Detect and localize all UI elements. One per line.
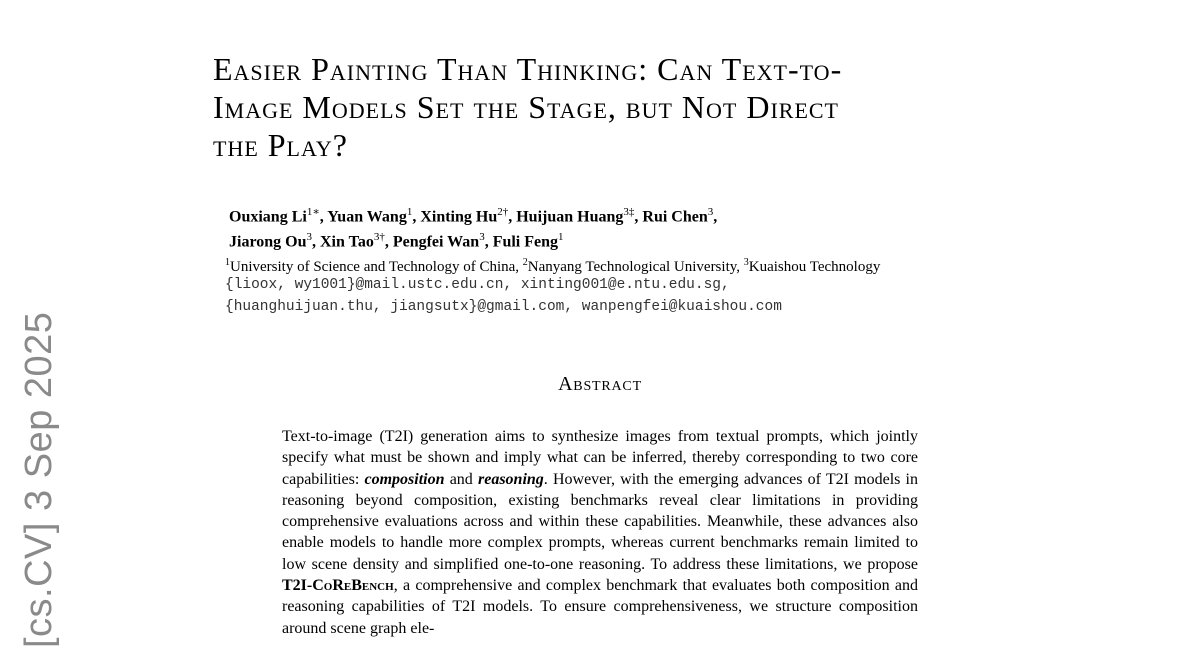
affil-name: Kuaishou Technology [748,259,881,275]
author-line: Ouxiang $Li^{1∗}$, Yuan Wang$^1$, Xinting $Hu^{2\dagger}$, Huijuan Huang$^{3\ddagger}$, Rui Chen$^3$, [229,206,718,226]
author-name: Xin Tao [320,233,374,251]
affil-name: University of Science and Technology of China [230,259,516,275]
abstract-text: and [444,470,478,488]
affil-name: Nanyang Technological University [527,259,737,275]
arxiv-stamp: [cs.CV] 3 Sep 2025 [18,311,60,648]
abstract-text: , a comprehensive and complex benchmark that evaluates both composition and reasoning capabilities of T2I models. To ensure comprehensiveness, we structure composition around scene graph ele- [282,577,918,637]
email-line: {lioox, wy1001}@mail.ustc.edu.cn, xinting001@e.ntu.edu.sg, [225,277,730,293]
author-sup: 1 [558,231,564,244]
author-name: Fuli Feng [492,233,559,251]
abstract-heading: Abstract [558,373,642,395]
affil-sup: 1 [225,257,230,268]
keyword-composition: composition [364,470,445,488]
author-name: Ouxiang Li [229,208,307,226]
keyword-reasoning: reasoning [477,470,544,488]
author-name: Pengfei Wan [392,233,480,251]
affiliations: $^1$University of Science and Technology of China, $^2$Nanyang Technological University, $^3$Kuaishou Technology [225,257,881,275]
title-line: Easier Painting Than Thinking: Can Text-to- [213,51,843,87]
author-name: Jiarong Ou [229,233,307,251]
abstract-paragraph [282,426,918,639]
author-name: Rui Chen [642,208,708,226]
affil-sup: 3 [743,257,749,268]
title-line: the Play? [213,127,348,163]
author-sup: 2† [497,206,509,218]
author-sup: 1 [406,206,413,218]
email-block [225,274,1025,318]
paper-title [213,50,1013,164]
author-sup: 3 [707,206,714,218]
author-line: Jiarong Ou$^3$, Xin Tao$^{3\dagger}$, Pengfei Wan$^3$, Fuli Feng$^1$ [229,231,564,251]
author-sup: 3† [373,231,385,244]
author-sup: 3‡ [623,206,635,218]
author-list [229,202,989,253]
affil-sup: 2 [522,257,528,268]
benchmark-name: T2I-CoReBench [282,577,394,595]
author-name: Yuan Wang [327,208,407,226]
author-sup: 1∗ [306,206,320,218]
abstract-text: . However, with the emerging advances of T2I models in reasoning beyond composition, existing benchmarks reveal clear limitations in providing comprehensive evaluations across and within these capabilities. Meanwhile, these advances also enable models to handle more complex prompts, whereas current benchmarks remain limited to low scene density and simplified one-to-one reasoning. To address these limitations, we propose [282,470,918,573]
author-name: Xinting Hu [420,208,498,226]
author-sup: 3 [306,231,312,244]
abstract-text: Text-to-image (T2I) generation aims to synthesize images from textual prompts, which jointly specify what must be shown and imply what can be inferred, thereby corresponding to two core capabilities: [282,428,918,488]
author-sup: 3 [479,231,485,244]
email-line: {huanghuijuan.thu, jiangsutx}@gmail.com, wanpengfei@kuaishou.com [225,299,782,315]
author-name: Huijuan Huang [516,208,624,226]
title-line: Image Models Set the Stage, but Not Direct [213,89,839,125]
abstract-body [282,426,918,639]
